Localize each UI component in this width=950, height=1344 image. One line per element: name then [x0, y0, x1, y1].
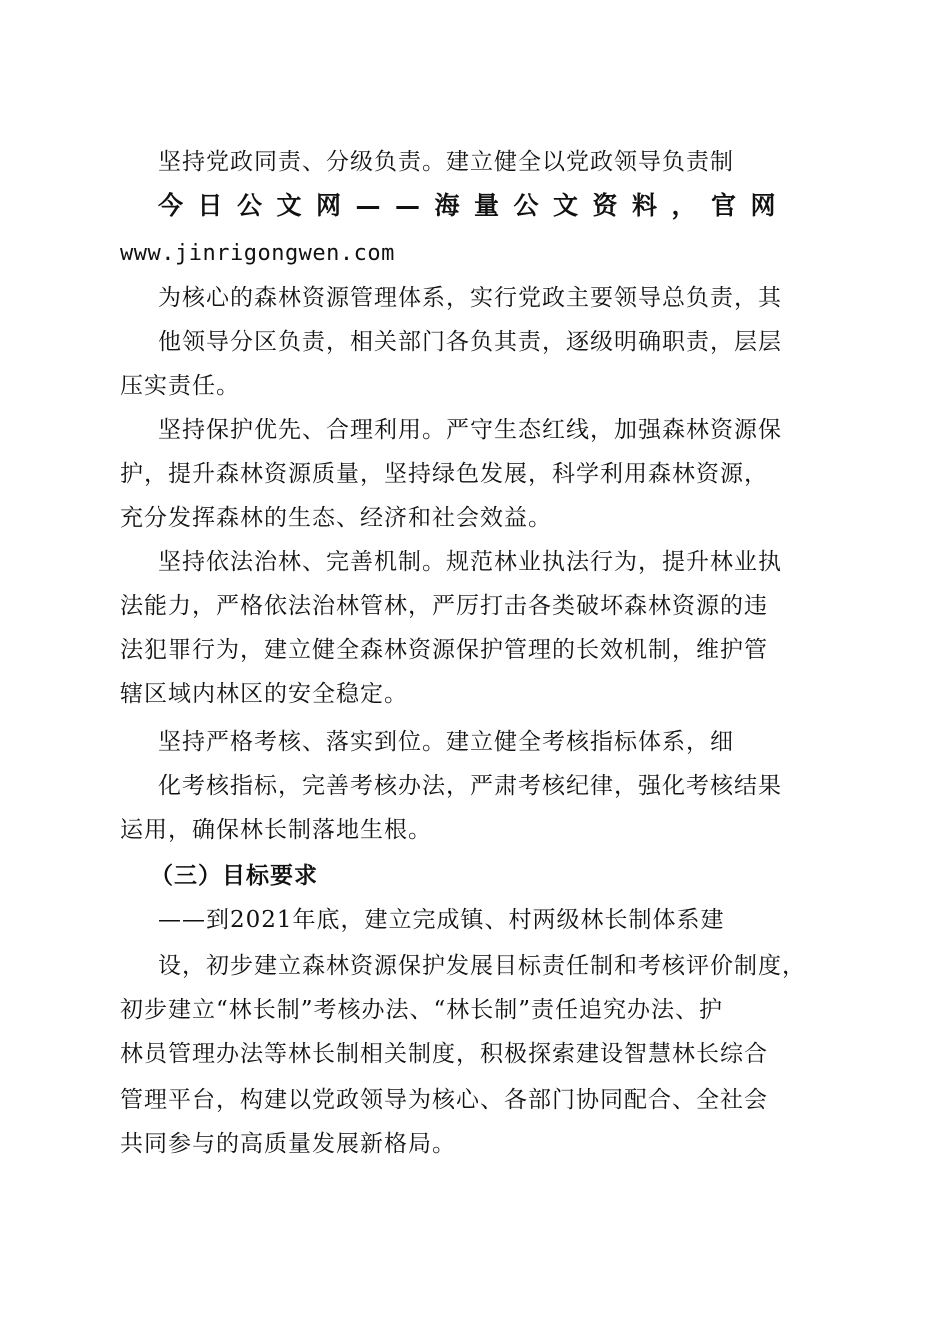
watermark-banner-url[interactable]: www.jinrigongwen.com — [120, 241, 395, 266]
paragraph-line: 充分发挥森林的生态、经济和社会效益。 — [120, 505, 552, 531]
paragraph-line: 法能力，严格依法治林管林，严厉打击各类破坏森林资源的违 — [120, 593, 768, 619]
paragraph-line: 设，初步建立森林资源保护发展目标责任制和考核评价制度， — [158, 953, 806, 979]
paragraph-line: 坚持严格考核、落实到位。建立健全考核指标体系，细 — [158, 729, 734, 755]
paragraph-line: 共同参与的高质量发展新格局。 — [120, 1131, 456, 1157]
paragraph-line: 为核心的森林资源管理体系，实行党政主要领导总负责，其 — [158, 285, 782, 311]
paragraph-line: 管理平台，构建以党政领导为核心、各部门协同配合、全社会 — [120, 1087, 768, 1113]
paragraph-line: 坚持保护优先、合理利用。严守生态红线，加强森林资源保 — [158, 417, 782, 443]
paragraph-line: 化考核指标，完善考核办法，严肃考核纪律，强化考核结果 — [158, 773, 782, 799]
paragraph-line: 初步建立“林长制”考核办法、“林长制”责任追究办法、护 — [120, 997, 724, 1023]
section-heading: （三）目标要求 — [150, 862, 318, 889]
paragraph-line: 坚持党政同责、分级负责。建立健全以党政领导负责制 — [158, 149, 734, 175]
paragraph-line: ——到2021年底，建立完成镇、村两级林长制体系建 — [158, 907, 725, 933]
paragraph-line: 运用，确保林长制落地生根。 — [120, 817, 432, 843]
paragraph-line: 他领导分区负责，相关部门各负其责，逐级明确职责，层层 — [158, 329, 782, 355]
paragraph-line: 辖区域内林区的安全稳定。 — [120, 681, 408, 707]
paragraph-line: 法犯罪行为，建立健全森林资源保护管理的长效机制，维护管 — [120, 637, 768, 663]
paragraph-line: 压实责任。 — [120, 373, 240, 399]
paragraph-line: 护，提升森林资源质量，坚持绿色发展，科学利用森林资源， — [120, 461, 768, 487]
paragraph-line: 林员管理办法等林长制相关制度，积极探索建设智慧林长综合 — [120, 1041, 768, 1067]
watermark-banner-title: 今日公文网——海量公文资料，官网 — [158, 191, 791, 220]
paragraph-line: 坚持依法治林、完善机制。规范林业执法行为，提升林业执 — [158, 549, 782, 575]
